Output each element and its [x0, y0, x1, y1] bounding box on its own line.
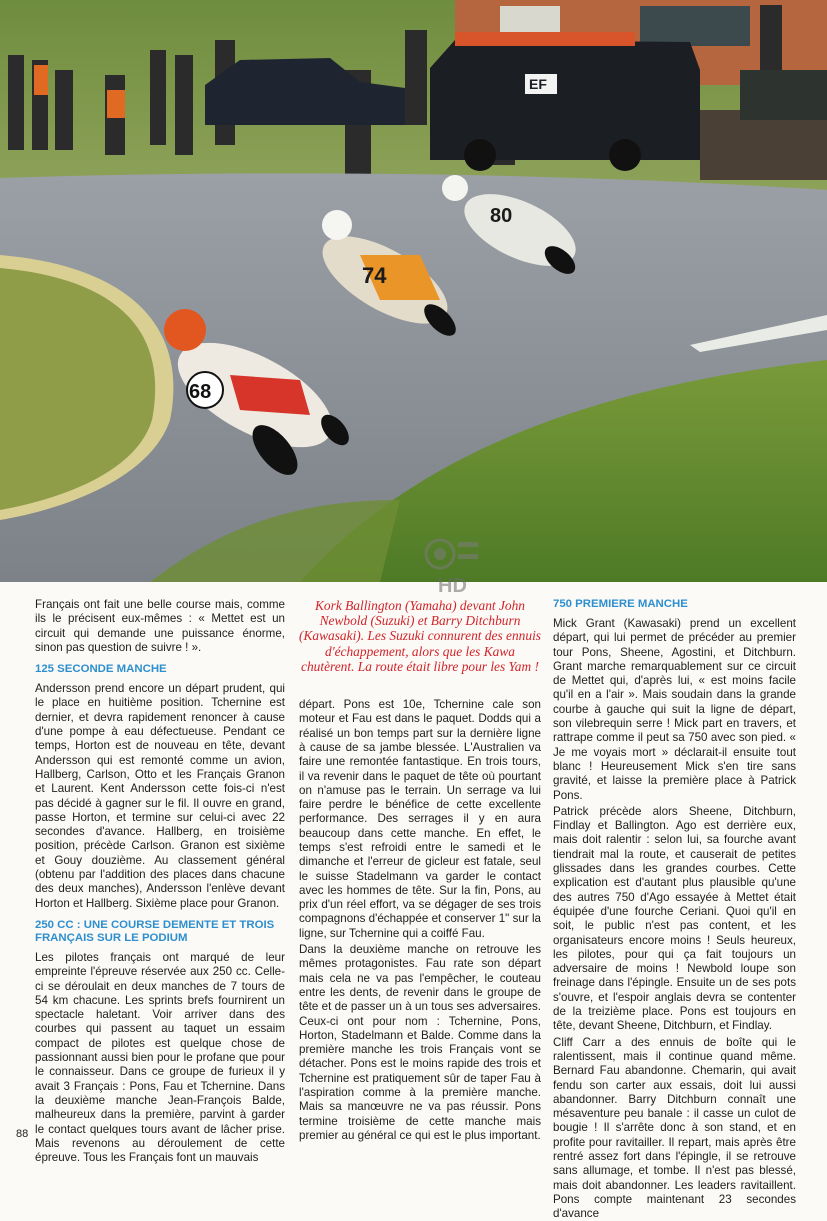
- paragraph: Les pilotes français ont marqué de leur empreinte l'épreuve réservée aux 250 cc. Celle-ci se déroulait en deux manches de 7 tours de 54 km chacune. Les sprints brefs fournirent un spectacle haletant. Voir arriver dans des courbes qui passent au taquet un essaim compact de pilotes est quelque chose de passionnant aussi bien pour le profane que pour le connaisseur. Dans ce groupe de furieux il y avait 3 Français : Pons, Fau et Tchernine. Dans la deuxième manche Jean-François Balde, malheureux dans la première, parvint à garder le contact quelques tours avant de lâcher prise. Mais revenons au déroulement de cette épreuve. Tous les Français font un mauvais: [35, 950, 285, 1165]
- race-photo: [0, 0, 827, 582]
- watermark-text: HD: [438, 575, 467, 597]
- rider-number-68: 68: [189, 381, 212, 403]
- rider-number-80: 80: [490, 205, 513, 227]
- column-3: [553, 598, 796, 1221]
- race-photo-illustration: [0, 0, 827, 582]
- paragraph: départ. Pons est 10e, Tchernine cale son moteur et Fau est dans le paquet. Dodds qui a réalisé un bon temps part sur la dernière ligne à cause de sa jambe blessée. L'Australien va faire une remontée fantastique. En trois tours, il va revenir dans le paquet de tête où pourtant on n'amuse pas le terrain. Un serrage va lui faire perdre le bénéfice de cette excellente performance. Des serrages il y en aura beaucoup dans cette manche. En effet, le temps s'est refroidi entre le samedi et le dimanche et l'erreur de gicleur est fatale, seul le suisse Stadelmann va garder le contact avec les hommes de tête. Sur la fin, Pons, au prix d'un réel effort, va se dégager de ses trois compagnons d'échappée et conserver 1" sur la ligne, sur Tchernine qui a coiffé Fau.: [299, 698, 541, 940]
- paragraph: Mick Grant (Kawasaki) prend un excellent départ, qui lui permet de précéder au premier tour Pons, Sheene, Agostini, et Ditchburn. Grant marche remarquablement sur ce circuit de Mettet qui, d'après lui, « est moins facile qu'il en a l'air ». Mais soudain dans la grande courbe à gauche qui suit la ligne de départ, son vilebrequin serre ! Mick part en travers, et rattrape comme il peut sa 750 avec son pied. « Je me voyais mort » déclarait-il ensuite tout blanc ! Heureusement Mick s'en tire sans gravité, et laisse la première place à Patrick Pons.: [553, 617, 796, 802]
- paragraph: Patrick précède alors Sheene, Ditchburn, Findlay et Ballington. Ago est derrière eux, mais doit ralentir : selon lui, sa fourche avant tiendrait mal la route, et causerait de petites glissades dans les grandes courbes. Cette explication est d'autant plus plausible qu'une des autres 750 d'Ago essayée à Mettet était équipée d'une fourche Ceriani. Quoi qu'il en soit, le public n'est pas content, et les organisateurs encore moins ! Seuls heureux, les pilotes, pour qui ça fait toujours un adversaire de moins ! Newbold loupe son freinage dans l'épingle. Ensuite un de ses pots s'ouvre, et l'espoir anglais devra se contenter de la treizième place. Pons est toujours en tête, devant Sheene, Ditchburn, et Findlay.: [553, 804, 796, 1033]
- paragraph: Dans la deuxième manche on retrouve les mêmes protagonistes. Fau rate son départ mais cela ne va pas l'empêcher, le couteau entre les dents, de revenir dans le groupe de tête et de passer un à un tous ses adversaires. Ceux-ci ont pour nom : Tchernine, Pons, Horton, Stadelmann et Balde. Comme dans la première manche les trois Français vont se détacher. Pons est le moins rapide des trois et Tchernine est pratiquement sûr de taper Fau à l'aspiration comme à la première manche. Mais sa manœuvre ne va pas réussir. Pons termine troisième de cette manche mais premier au général ce qui est le plus important.: [299, 943, 541, 1142]
- section-heading-125-second-heat: 125 SECONDE MANCHE: [35, 663, 167, 676]
- van-label: EF: [529, 76, 547, 92]
- rider-number-74: 74: [362, 263, 387, 288]
- section-heading-750-first-heat: 750 PREMIERE MANCHE: [553, 598, 688, 610]
- paragraph: Cliff Carr a des ennuis de boîte qui le ralentissent, mais il continue quand même. Bernard Fau abandonne. Chemarin, qui avait fendu son carter aux essais, doit lui aussi abandonner. Barry Ditchburn connaît une mésaventure peu banale : il casse un culot de bougie ! Il s'arrête donc à son stand, et en profite pour ravitailler. Il repart, mais après être rentré assez fort dans l'épingle, il se retrouve sans allumage, et tombe. Il n'est pas blessé, mais doit abandonner. Les leaders ravitaillent. Pons compte maintenant 23 secondes d'avance: [553, 1035, 796, 1221]
- column-2: [299, 598, 541, 1146]
- section-heading-250cc: 250 CC : UNE COURSE DEMENTE ET TROIS FRANÇAIS SUR LE PODIUM: [35, 918, 275, 944]
- column-1: [35, 598, 285, 1165]
- page-number: 88: [16, 1128, 29, 1140]
- paragraph: Français ont fait une belle course mais, comme ils le précisent eux-mêmes : « Mettet est un circuit qui demande une puissance énorme, sinon pas question de suivre ! ».: [35, 598, 285, 654]
- photo-caption: Kork Ballington (Yamaha) devant John Newbold (Suzuki) et Barry Ditchburn (Kawasaki). Les Suzuki connurent des ennuis d'échappement, alors que les Kawa chutèrent. La route était libre pour les Yam !: [299, 598, 541, 674]
- paragraph: Andersson prend encore un départ prudent, qui le place en huitième position. Tchernine est dernier, et devra rapidement renoncer à cause d'une pompe à eau défectueuse. Pendant ce temps, Horton est de nouveau en tête, devant Andersson qui est remonté comme un avion, Hallberg, Carlson, Otto et les Français Granon et Laurent. Kent Andersson cette fois-ci n'est pas décidé à gagner sur le fil. Il ouvre en grand, passe Horton, et termine sur celui-ci avec 22 secondes d'avance. Hallberg, en troisième position, précède Carlson. Granon est sixième et Gouy douzième. Au classement général (obtenu par l'addition des places dans chacune des deux manches), Andersson l'enlève devant Horton et Hallberg. Sixième place pour Granon.: [35, 682, 285, 910]
- watermark-logo: [420, 534, 486, 596]
